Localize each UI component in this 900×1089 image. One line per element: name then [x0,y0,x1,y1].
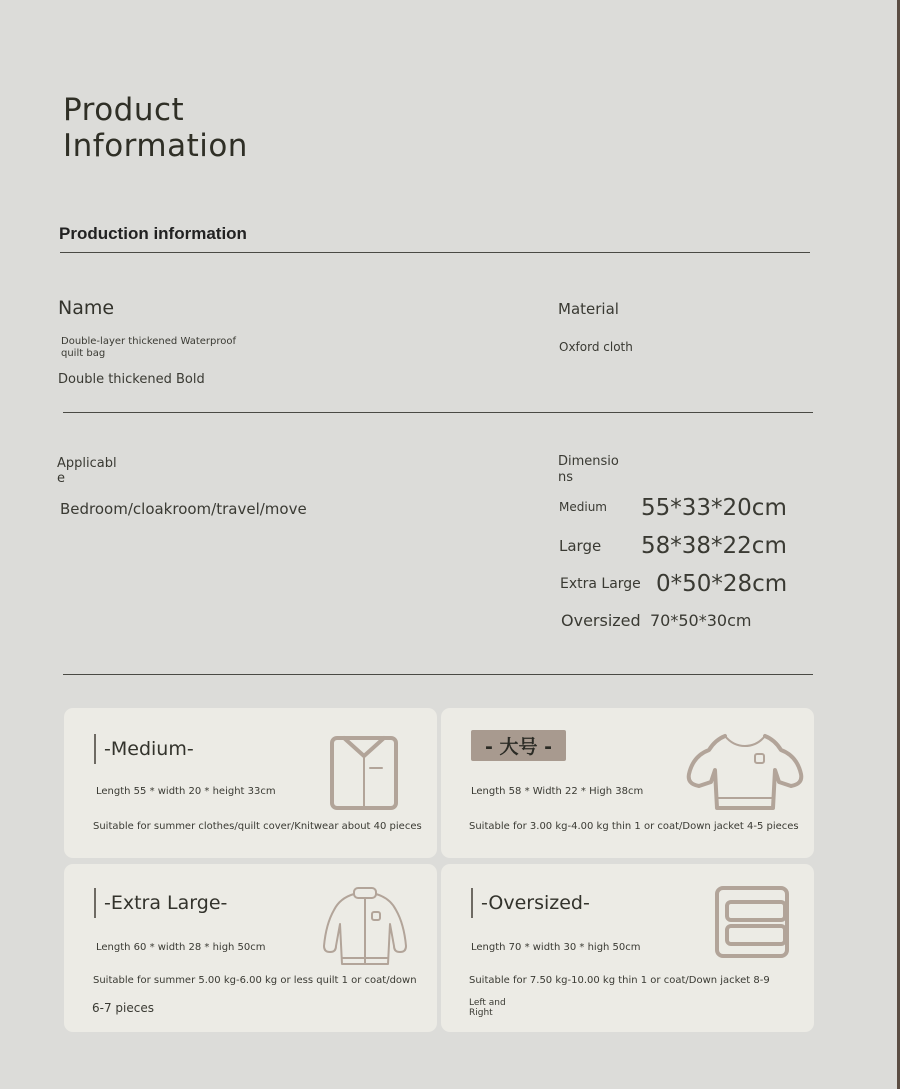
size-card-oversized [441,864,814,1032]
dimension-value-extra-large: 0*50*28cm [656,571,788,597]
section-title: Production information [59,224,247,243]
card-suitable: Suitable for 7.50 kg-10.00 kg thin 1 or coat/Down jacket 8-9 [469,975,770,986]
card-suitable: Suitable for 3.00 kg-4.00 kg thin 1 or coat/Down jacket 4-5 pieces [469,821,799,832]
info-divider [63,412,813,413]
card-dimensions: Length 55 * width 20 * height 33cm [96,786,276,797]
card-extra: Left and Right [469,998,506,1018]
section-divider [60,252,810,253]
size-card-extra-large [64,864,437,1032]
name-value-secondary: Double thickened Bold [58,372,205,387]
dimension-value-oversized: 70*50*30cm [650,611,752,630]
folded-clothes-icon [713,884,793,964]
jacket-icon [320,884,410,974]
name-label: Name [58,297,115,319]
card-title: -Extra Large- [94,888,227,918]
card-dimensions: Length 70 * width 30 * high 50cm [471,942,641,953]
dimension-size-large: Large [559,537,602,555]
applicable-value: Bedroom/cloakroom/travel/move [60,500,307,518]
card-extra: 6-7 pieces [92,1001,154,1015]
page-title: Product Information [63,92,248,164]
shirt-icon [324,730,404,816]
dimension-size-extra-large: Extra Large [560,576,641,592]
size-card-medium [64,708,437,858]
material-label: Material [558,300,619,318]
dimension-size-medium: Medium [559,500,607,514]
dimensions-divider [63,674,813,675]
name-value: Double-layer thickened Waterproof quilt bag [61,336,237,359]
card-suitable: Suitable for summer clothes/quilt cover/Knitwear about 40 pieces [93,821,422,832]
sweater-icon [685,730,805,816]
applicable-label: Applicable [57,456,117,486]
material-value: Oxford cloth [559,340,633,354]
card-dimensions: Length 58 * Width 22 * High 38cm [471,786,644,797]
card-title: -Medium- [94,734,194,764]
card-suitable: Suitable for summer 5.00 kg-6.00 kg or less quilt 1 or coat/down [93,975,417,986]
dimensions-label: Dimensions [558,454,619,485]
card-dimensions: Length 60 * width 28 * high 50cm [96,942,266,953]
card-title: -Oversized- [471,888,590,918]
size-card-large [441,708,814,858]
dimension-value-large: 58*38*22cm [641,533,787,559]
card-badge: - 大号 - [471,730,566,761]
dimension-value-medium: 55*33*20cm [641,495,787,521]
dimension-size-oversized: Oversized [561,611,641,630]
